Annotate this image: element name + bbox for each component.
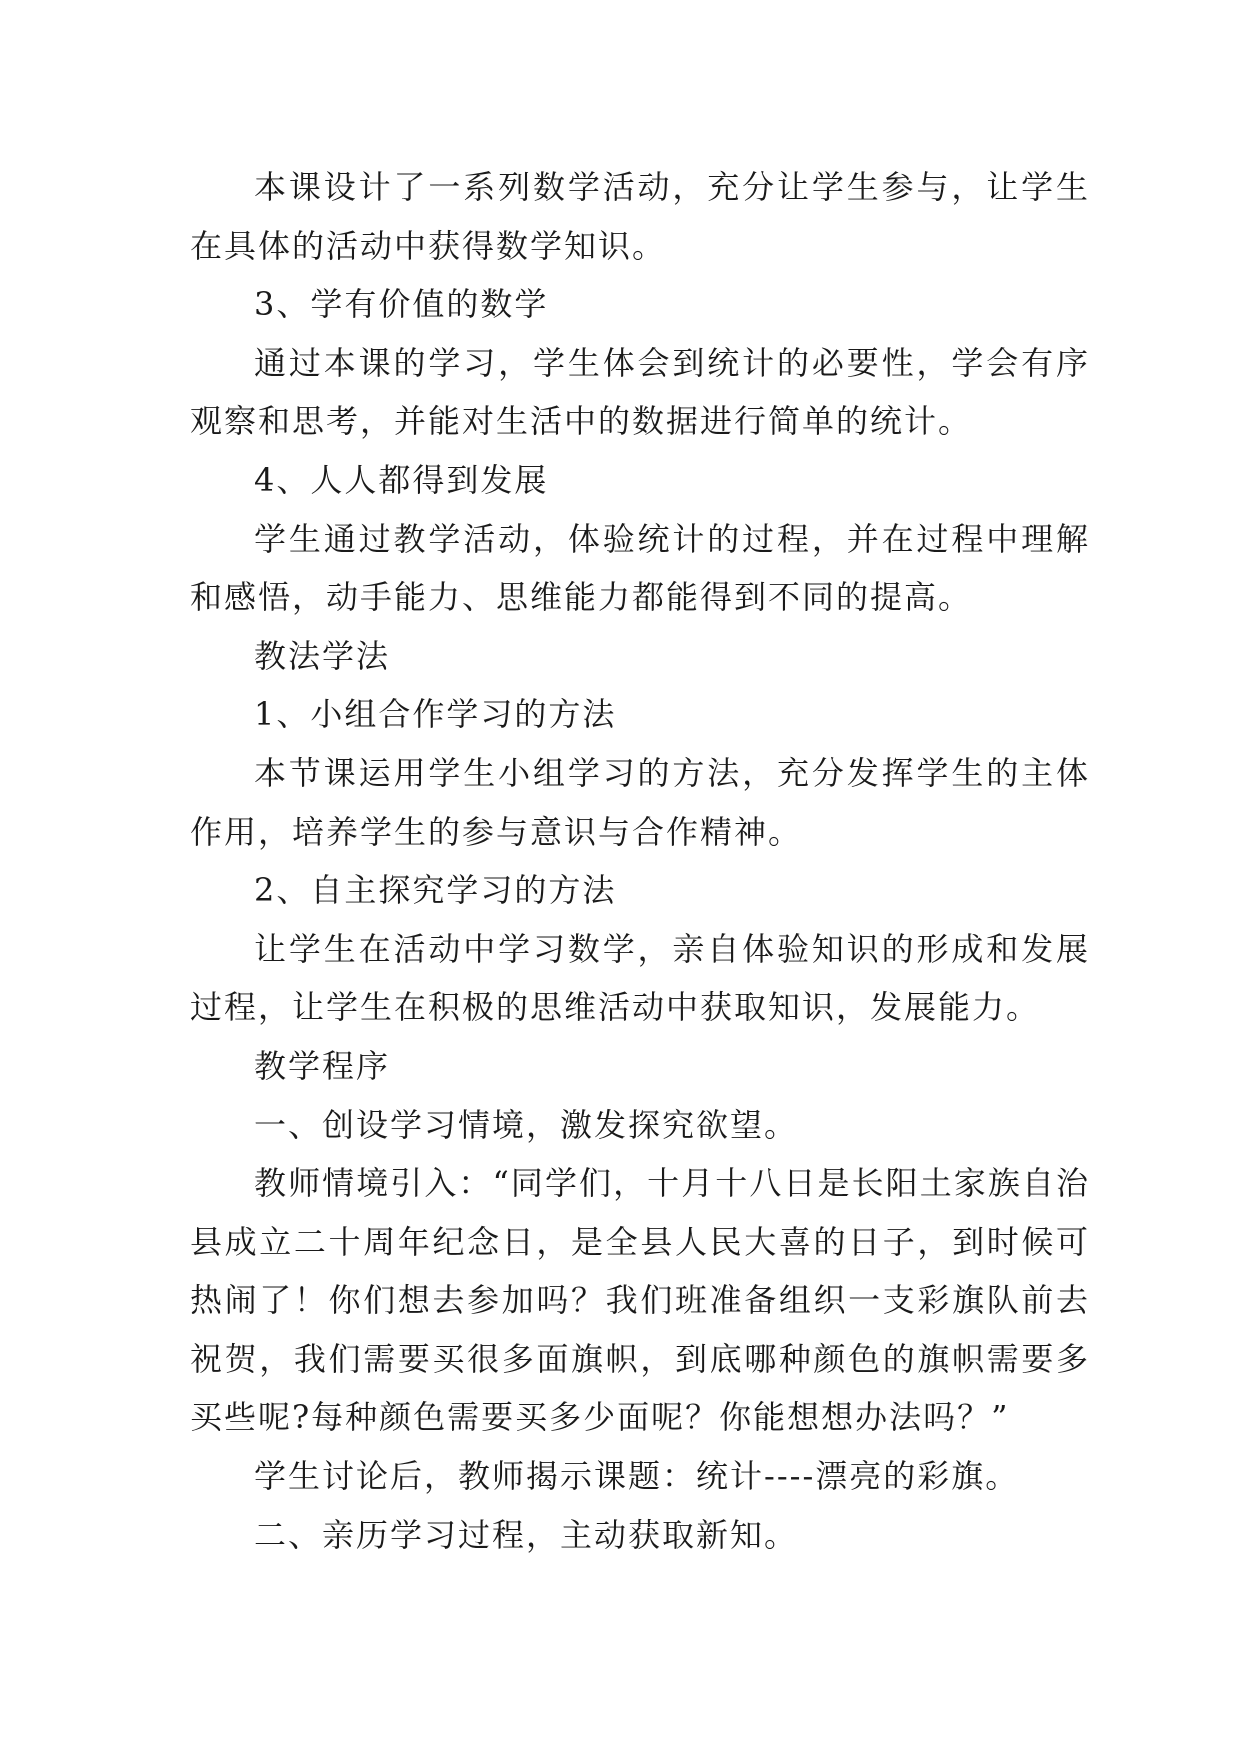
heading-group-cooperation: 1、小组合作学习的方法 bbox=[254, 695, 617, 734]
heading-valuable-math: 3、学有价值的数学 bbox=[254, 285, 549, 324]
paragraph-teacher-introduction: 教师情境引入：“同学们，十月十八日是长阳土家族自治县成立二十周年纪念日，是全县人民大喜的日子，到时候可热闹了！你们想去参加吗？我们班准备组织一支彩旗队前去祝贺，我们需要买很多面旗帜，到底哪种颜色的旗帜需要多买些呢?每种颜色需要买多少面呢？你能想想办法吗？” bbox=[190, 1164, 1090, 1437]
paragraph-reveal-topic: 学生讨论后，教师揭示课题：统计----漂亮的彩旗。 bbox=[254, 1457, 1020, 1496]
heading-self-exploration: 2、自主探究学习的方法 bbox=[254, 871, 617, 910]
heading-everyone-develops: 4、人人都得到发展 bbox=[254, 460, 549, 499]
heading-teaching-procedure: 教学程序 bbox=[254, 1046, 391, 1085]
heading-step-one: 一、创设学习情境，激发探究欲望。 bbox=[254, 1105, 799, 1144]
document-body bbox=[190, 158, 1090, 1564]
paragraph-experience-statistics: 学生通过教学活动，体验统计的过程，并在过程中理解和感悟，动手能力、思维能力都能得到不同的提高。 bbox=[190, 519, 1090, 617]
paragraph-learn-in-activities: 让学生在活动中学习数学，亲自体验知识的形成和发展过程，让学生在积极的思维活动中获取知识，发展能力。 bbox=[190, 929, 1090, 1027]
paragraph-activities: 本课设计了一系列数学活动，充分让学生参与，让学生在具体的活动中获得数学知识。 bbox=[190, 168, 1090, 265]
heading-step-two: 二、亲历学习过程，主动获取新知。 bbox=[254, 1515, 799, 1554]
paragraph-statistics-necessity: 通过本课的学习，学生体会到统计的必要性，学会有序观察和思考，并能对生活中的数据进行简单的统计。 bbox=[190, 343, 1090, 441]
paragraph-group-learning: 本节课运用学生小组学习的方法，充分发挥学生的主体作用，培养学生的参与意识与合作精神。 bbox=[190, 753, 1090, 851]
heading-teaching-methods: 教法学法 bbox=[254, 636, 391, 675]
